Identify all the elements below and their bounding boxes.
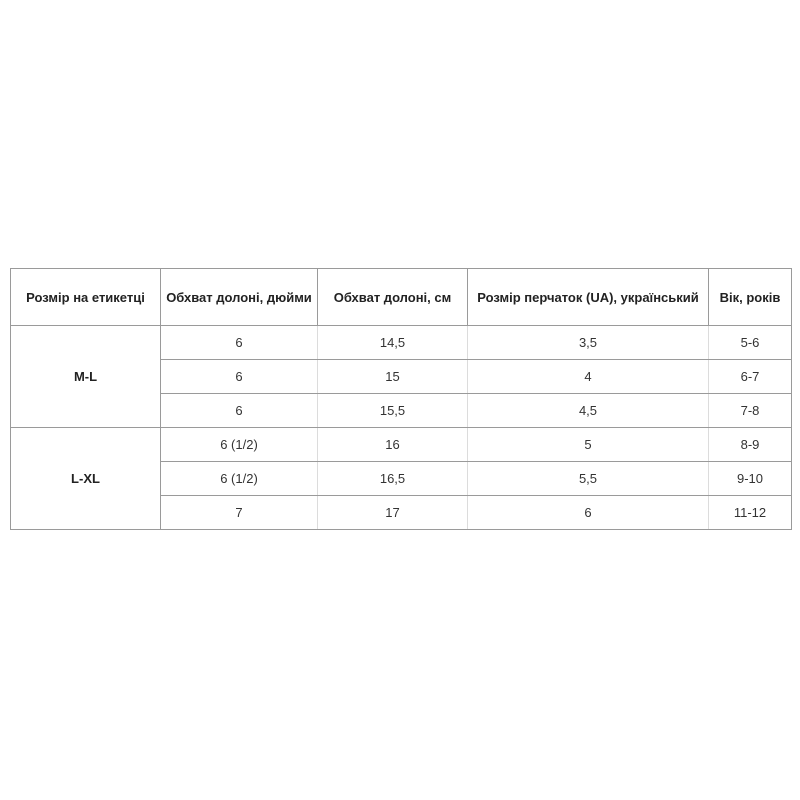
header-palm-cm: Обхват долоні, см	[318, 269, 468, 326]
header-glove-size-ua: Розмір перчаток (UA), український	[468, 269, 709, 326]
group-label-m-l: M-L	[11, 326, 161, 428]
header-palm-inches: Обхват долоні, дюйми	[161, 269, 318, 326]
table-row	[11, 326, 792, 360]
table-row	[11, 428, 792, 462]
cell-glove-size: 4	[468, 360, 709, 394]
cell-glove-size: 5,5	[468, 462, 709, 496]
cell-palm-inches: 7	[161, 496, 318, 530]
cell-glove-size: 5	[468, 428, 709, 462]
cell-palm-cm: 15,5	[318, 394, 468, 428]
cell-palm-cm: 16,5	[318, 462, 468, 496]
cell-glove-size: 6	[468, 496, 709, 530]
cell-palm-cm: 15	[318, 360, 468, 394]
header-label-size: Розмір на етикетці	[11, 269, 161, 326]
cell-palm-inches: 6	[161, 360, 318, 394]
cell-palm-cm: 16	[318, 428, 468, 462]
cell-age: 6-7	[709, 360, 792, 394]
cell-age: 11-12	[709, 496, 792, 530]
cell-palm-inches: 6 (1/2)	[161, 462, 318, 496]
cell-glove-size: 4,5	[468, 394, 709, 428]
cell-age: 9-10	[709, 462, 792, 496]
cell-age: 5-6	[709, 326, 792, 360]
header-age: Вік, років	[709, 269, 792, 326]
cell-age: 8-9	[709, 428, 792, 462]
cell-palm-inches: 6 (1/2)	[161, 428, 318, 462]
cell-palm-inches: 6	[161, 326, 318, 360]
group-label-l-xl: L-XL	[11, 428, 161, 530]
cell-palm-inches: 6	[161, 394, 318, 428]
header-row	[11, 269, 792, 326]
cell-palm-cm: 14,5	[318, 326, 468, 360]
cell-age: 7-8	[709, 394, 792, 428]
size-chart-table	[10, 268, 792, 530]
cell-glove-size: 3,5	[468, 326, 709, 360]
cell-palm-cm: 17	[318, 496, 468, 530]
